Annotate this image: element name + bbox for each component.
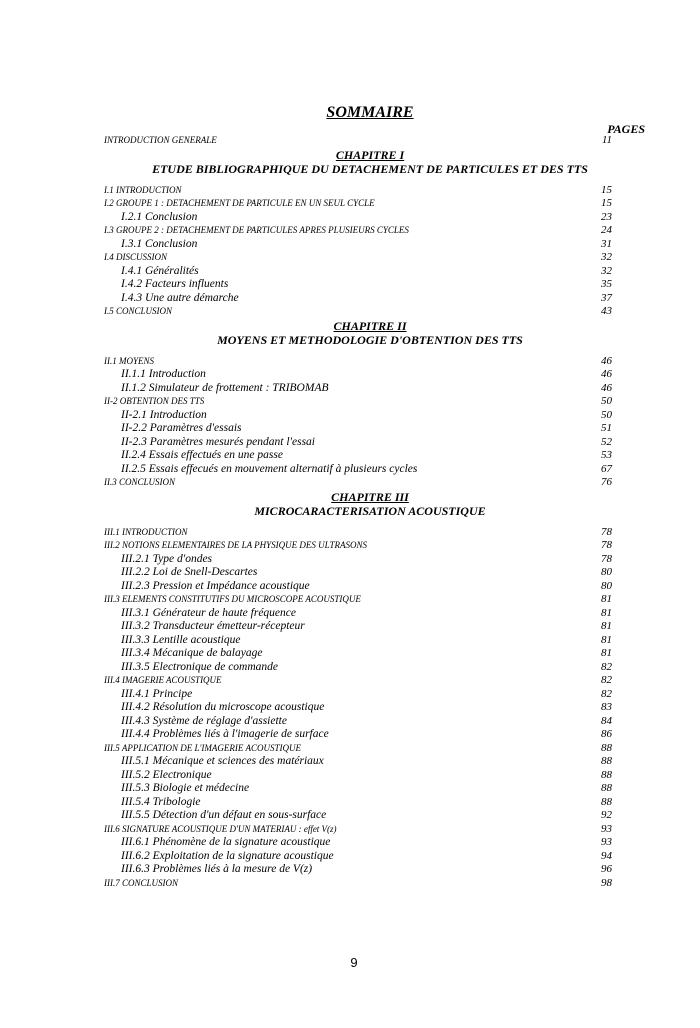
- toc-entry-label: III.3.1 Générateur de haute fréquence: [121, 606, 296, 619]
- toc-section-row: [104, 305, 612, 319]
- toc-entry-page: 43: [601, 305, 612, 317]
- chapter-title: MICROCARACTERISATION ACOUSTIQUE: [254, 503, 486, 518]
- toc-entry-page: 37: [601, 291, 612, 304]
- toc-entry-label: III.3.2 Transducteur émetteur-récepteur: [121, 620, 305, 632]
- toc-entry-label: III.6.1 Phénomène de la signature acoustique: [121, 836, 331, 848]
- toc-entry-page: 81: [601, 647, 612, 659]
- toc-entry-label: II.1 MOYENS: [104, 355, 154, 366]
- toc-subsection-row: [104, 782, 612, 796]
- toc-entry-label: III.4.1 Principe: [121, 687, 193, 700]
- toc-entry-page: 83: [601, 701, 612, 713]
- toc-entry-label: II.2.5 Essais effecués en mouvement alternatif à plusieurs cycles: [121, 462, 418, 475]
- toc-entry-page: 88: [601, 741, 612, 754]
- toc-subsection-row: [104, 701, 612, 715]
- toc-subsection-row: [104, 620, 612, 634]
- toc-subsection-row: [104, 278, 612, 292]
- toc-entry-page: 32: [601, 251, 612, 263]
- toc-subsection-row: [104, 580, 612, 594]
- toc-entry-label: III.5.2 Electronique: [121, 768, 212, 781]
- toc-entry-label: III.2.3 Pression et Impédance acoustique: [121, 579, 310, 592]
- toc-entry-page: 88: [601, 795, 612, 808]
- page-number: 9: [350, 955, 358, 970]
- toc-entry-page: 15: [601, 183, 612, 196]
- toc-entry-page: 92: [601, 809, 612, 821]
- chapter-heading: CHAPITRE I: [335, 147, 405, 162]
- toc-section-row: [104, 197, 612, 211]
- toc-entry-page: 78: [601, 539, 612, 551]
- toc-entry-page: 81: [601, 633, 612, 646]
- toc-subsection-row: [104, 796, 612, 810]
- toc-section-row: [104, 184, 612, 198]
- spacer: [104, 347, 612, 355]
- chapter-heading: CHAPITRE III: [331, 489, 409, 504]
- toc-entry-label: II.1.2 Simulateur de frottement : TRIBOMAB: [121, 381, 329, 394]
- toc-subsection-row: [104, 850, 612, 864]
- toc-entry-label: II-2 OBTENTION DES TTS: [104, 396, 205, 406]
- toc-entry-page: 94: [601, 849, 612, 862]
- toc-entry-page: 46: [601, 381, 612, 394]
- toc-entry-label: I.5 CONCLUSION: [104, 306, 173, 316]
- chapter-title: MOYENS ET METHODOLOGIE D'OBTENTION DES TTS: [217, 332, 523, 347]
- toc-entry-page: 50: [601, 408, 612, 421]
- toc-entry-label: III.2 NOTIONS ELEMENTAIRES DE LA PHYSIQUE DES ULTRASONS: [104, 540, 367, 550]
- toc-entry-page: 23: [601, 210, 612, 223]
- toc-entry-label: I.1 INTRODUCTION: [104, 184, 182, 195]
- toc-entry-label: I.2.1 Conclusion: [121, 210, 198, 223]
- toc-entry-page: 31: [601, 237, 612, 250]
- toc-entry-page: 93: [601, 836, 612, 848]
- toc-entry-label: III.1 INTRODUCTION: [104, 526, 188, 537]
- toc-entry-label: III.4.3 Système de réglage d'assiette: [121, 714, 287, 727]
- toc-entry-label: III.5 APPLICATION DE L'IMAGERIE ACOUSTIQUE: [104, 742, 301, 753]
- toc-entry-label: III.3.4 Mécanique de balayage: [121, 647, 263, 659]
- toc-subsection-row: [104, 836, 612, 850]
- toc-entry-page: 35: [601, 278, 612, 290]
- toc-entry-label: II-2.2 Paramètres d'essais: [121, 422, 242, 434]
- toc-entry-label: II-2.3 Paramètres mesurés pendant l'essai: [121, 435, 315, 448]
- toc-entry-label: III.5.4 Tribologie: [121, 795, 201, 808]
- toc-subsection-row: [104, 728, 612, 742]
- toc-subsection-row: [104, 688, 612, 702]
- toc-subsection-row: [104, 769, 612, 783]
- toc-entry-page: 52: [601, 435, 612, 448]
- toc-entry-label: III.5.1 Mécanique et sciences des matériaux: [121, 755, 324, 767]
- toc-subsection-row: [104, 368, 612, 382]
- toc-subsection-row: [104, 566, 612, 580]
- toc-subsection-row: [104, 661, 612, 675]
- toc-subsection-row: [104, 292, 612, 306]
- toc-entry-page: 81: [601, 593, 612, 605]
- toc-section-row: [104, 251, 612, 265]
- toc-subsection-row: [104, 463, 612, 477]
- toc-entry-page: 81: [601, 606, 612, 619]
- toc-subsection-row: [104, 553, 612, 567]
- toc-section-row: [104, 742, 612, 756]
- toc-entry-page: 84: [601, 714, 612, 727]
- toc-entry-page: 93: [601, 822, 612, 835]
- toc-entry-label: III.5.3 Biologie et médecine: [121, 782, 250, 794]
- toc-entry-page: 15: [601, 197, 612, 209]
- toc-subsection-row: [104, 647, 612, 661]
- toc-entry-label: I.4 DISCUSSION: [104, 252, 167, 262]
- toc-section-row: [104, 395, 612, 409]
- toc-section-row: [104, 823, 612, 837]
- toc-entry-label: I.4.2 Facteurs influents: [121, 278, 229, 290]
- spacer: [104, 518, 612, 526]
- toc-entry-page: 82: [601, 674, 612, 686]
- toc-entry-label: I.2 GROUPE 1 : DETACHEMENT DE PARTICULE EN UN SEUL CYCLE: [104, 198, 375, 208]
- toc-subsection-row: [104, 238, 612, 252]
- toc-entry-label: III.4.2 Résolution du microscope acoustique: [121, 701, 325, 713]
- toc-entry-page: 98: [601, 876, 612, 889]
- toc-entry-page: 80: [601, 579, 612, 592]
- toc-entry-page: 88: [601, 782, 612, 794]
- toc-entry-page: 76: [601, 476, 612, 488]
- toc-entry-page: 11: [601, 134, 612, 146]
- toc-entry-page: 46: [601, 368, 612, 380]
- toc-subsection-row: [104, 265, 612, 279]
- toc-section-row: [104, 877, 612, 891]
- toc-entry-label: III.7 CONCLUSION: [104, 877, 179, 888]
- toc-entry-label: III.5.5 Détection d'un défaut en sous-surface: [121, 809, 327, 821]
- toc-subsection-row: [104, 422, 612, 436]
- toc-entry-label: II.3 CONCLUSION: [104, 477, 176, 487]
- toc-entry-page: 24: [601, 224, 612, 236]
- toc-entry-label: II.1.1 Introduction: [121, 368, 206, 380]
- toc-section-row: [104, 224, 612, 238]
- toc-section-row: [104, 476, 612, 490]
- toc-entry-label: III.3 ELEMENTS CONSTITUTIFS DU MICROSCOPE ACOUSTIQUE: [104, 594, 361, 604]
- toc-entry-label: III.3.3 Lentille acoustique: [121, 633, 241, 646]
- spacer: [104, 176, 612, 184]
- toc-entry-label: I.4.3 Une autre démarche: [121, 291, 239, 304]
- toc-entry-page: 82: [601, 660, 612, 673]
- toc-section-row: [104, 674, 612, 688]
- chapter-title: ETUDE BIBLIOGRAPHIQUE DU DETACHEMENT DE PARTICULES ET DES TTS: [152, 161, 588, 176]
- toc-section-row: [104, 355, 612, 369]
- toc-entry-page: 86: [601, 728, 612, 740]
- toc-entry-page: 32: [601, 264, 612, 277]
- toc-entry-label: I.3 GROUPE 2 : DETACHEMENT DE PARTICULES APRES PLUSIEURS CYCLES: [104, 225, 409, 235]
- toc-subsection-row: [104, 449, 612, 463]
- toc-entry-page: 50: [601, 395, 612, 407]
- toc-section-row: [104, 539, 612, 553]
- toc-entry-label: I.4.1 Généralités: [121, 264, 199, 277]
- toc-entry-label: I.3.1 Conclusion: [121, 237, 198, 250]
- toc-entry-label: III.6 SIGNATURE ACOUSTIQUE D'UN MATERIAU : effet V(z): [104, 823, 337, 834]
- toc-entry-label: III.4 IMAGERIE ACOUSTIQUE: [104, 675, 222, 685]
- toc-subsection-row: [104, 409, 612, 423]
- page-title: SOMMAIRE: [326, 104, 414, 121]
- toc-subsection-row: [104, 607, 612, 621]
- toc-subsection-row: [104, 436, 612, 450]
- toc-entry-label: III.6.2 Exploitation de la signature acoustique: [121, 849, 334, 862]
- toc-section-row: [104, 593, 612, 607]
- chapter-heading: CHAPITRE II: [333, 318, 407, 333]
- toc-entry-page: 78: [601, 552, 612, 565]
- toc-entry-page: 81: [601, 620, 612, 632]
- toc-subsection-row: [104, 634, 612, 648]
- toc-entry-page: 82: [601, 687, 612, 700]
- toc-subsection-row: [104, 809, 612, 823]
- toc-subsection-row: [104, 755, 612, 769]
- pages-column-label: PAGES: [607, 122, 645, 136]
- toc-entry-label: III.2.1 Type d'ondes: [121, 552, 213, 565]
- toc-entry-page: 96: [601, 863, 612, 875]
- toc-entry-label: II-2.1 Introduction: [121, 408, 207, 421]
- toc-entry-label: III.2.2 Loi de Snell-Descartes: [121, 566, 258, 578]
- toc-entry-page: 88: [601, 768, 612, 781]
- toc-entry-page: 53: [601, 449, 612, 461]
- toc-subsection-row: [104, 715, 612, 729]
- toc-entry-page: 88: [601, 755, 612, 767]
- toc-entry-page: 67: [601, 462, 612, 475]
- toc-section-row: [104, 526, 612, 540]
- toc-subsection-row: [104, 211, 612, 225]
- toc-entry-page: 78: [601, 525, 612, 538]
- toc-entry-label: II.2.4 Essais effectués en une passe: [121, 449, 283, 461]
- toc-entry-label: INTRODUCTION GENERALE: [104, 135, 217, 145]
- toc-entry-label: III.4.4 Problèmes liés à l'imagerie de surface: [121, 728, 329, 740]
- toc-intro-row: [104, 134, 612, 148]
- toc-entry-page: 46: [601, 354, 612, 367]
- toc-entry-page: 80: [601, 566, 612, 578]
- toc-entry-label: III.3.5 Electronique de commande: [121, 660, 279, 673]
- toc-subsection-row: [104, 382, 612, 396]
- table-of-contents: [104, 134, 612, 890]
- toc-subsection-row: [104, 863, 612, 877]
- toc-entry-label: III.6.3 Problèmes liés à la mesure de V(z): [121, 863, 313, 875]
- toc-entry-page: 51: [601, 422, 612, 434]
